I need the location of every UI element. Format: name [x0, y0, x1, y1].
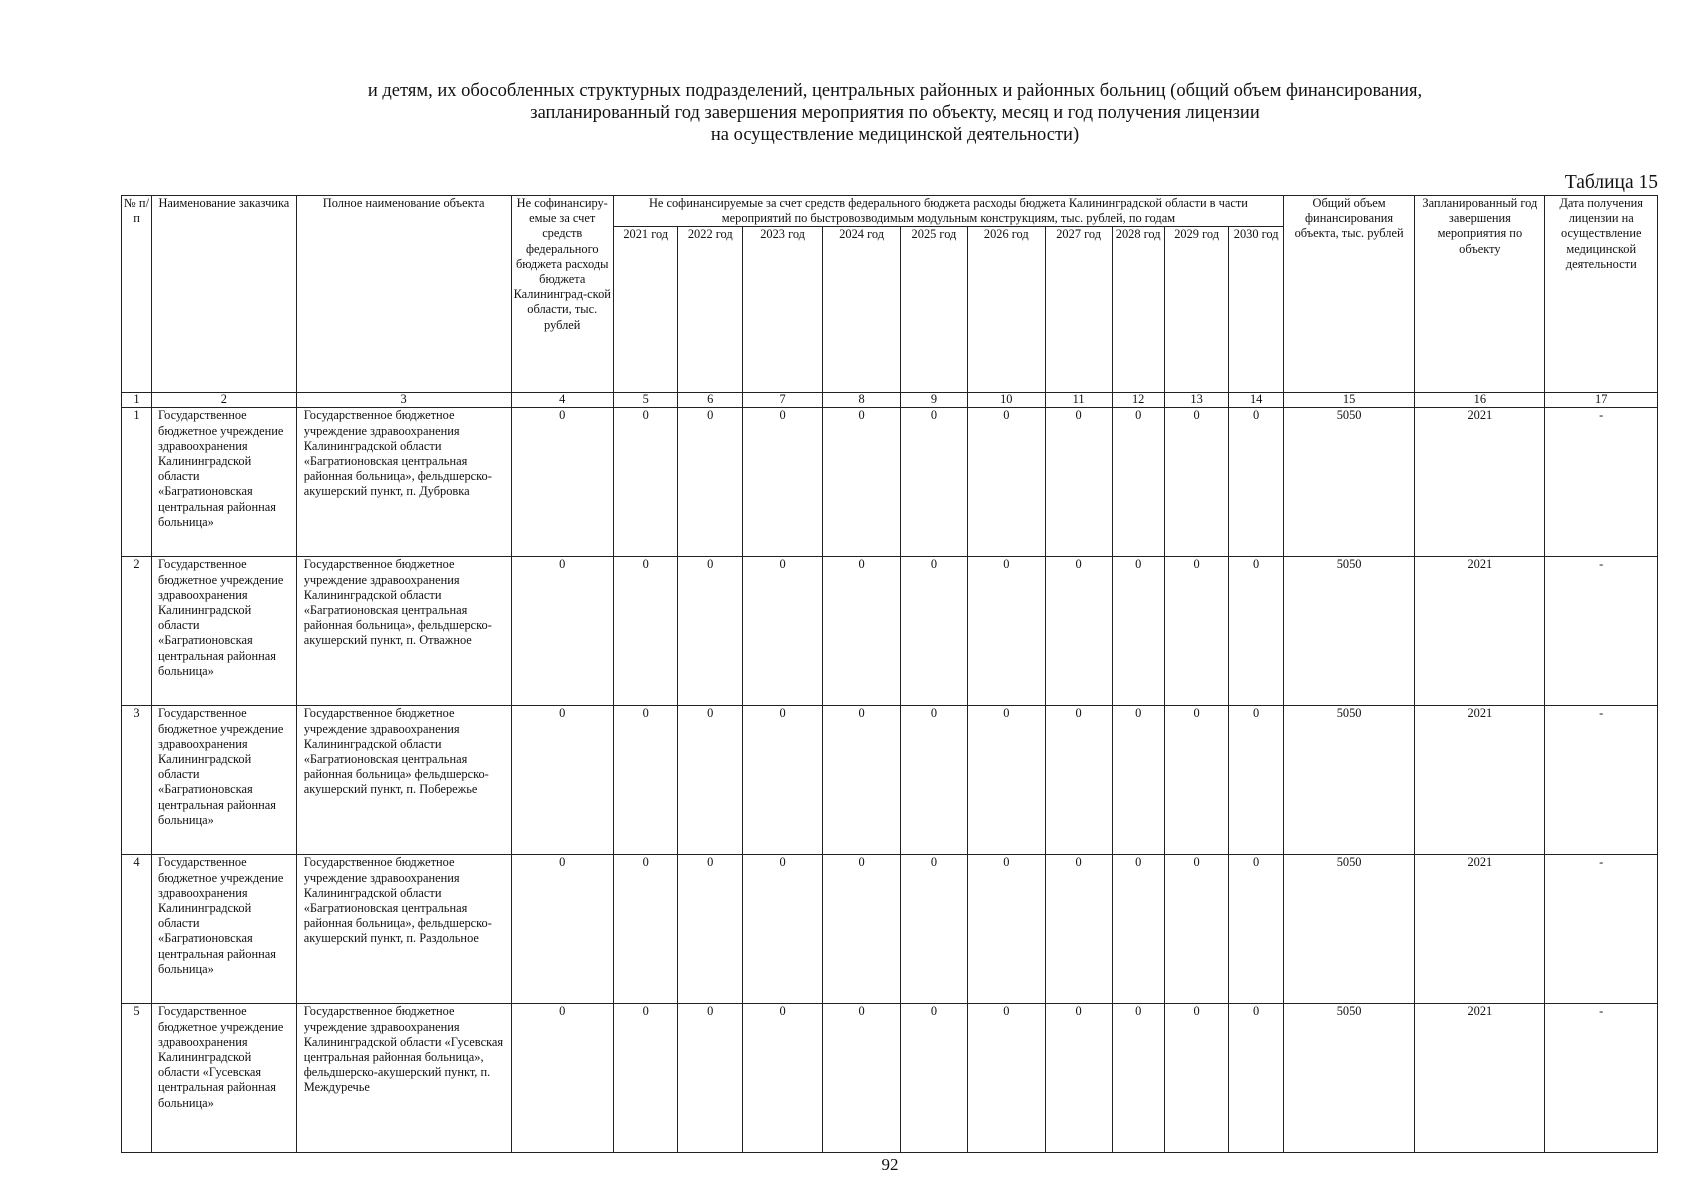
- budget-table: [121, 195, 1658, 1153]
- row-year-value: 0: [678, 706, 743, 855]
- row-planned-year: 2021: [1415, 408, 1545, 557]
- heading-line-1: и детям, их обособленных структурных подразделений, центральных районных и районных больниц (общий объем финансирования,: [367, 81, 1423, 101]
- row-year-value: 0: [743, 855, 823, 1004]
- row-year-value: 0: [1045, 1004, 1112, 1153]
- column-number: 9: [901, 393, 968, 408]
- row-license-date: -: [1545, 557, 1658, 706]
- row-year-value: 0: [743, 408, 823, 557]
- row-year-value: 0: [1229, 408, 1284, 557]
- row-year-value: 0: [678, 557, 743, 706]
- row-object: Государственное бюджетное учреждение здравоохранения Калининградской области «Гусевская центральная районная больница», фельдшерско-акушерский пункт, п. Междуречье: [296, 1004, 511, 1153]
- row-year-value: 0: [901, 557, 968, 706]
- row-license-date: -: [1545, 1004, 1658, 1153]
- row-year-value: 0: [678, 408, 743, 557]
- table-row: [122, 1004, 1658, 1153]
- row-year-value: 0: [1045, 855, 1112, 1004]
- column-number: 4: [511, 393, 613, 408]
- row-year-value: 0: [613, 855, 678, 1004]
- row-customer: Государственное бюджетное учреждение здравоохранения Калининградской области «Багратионовская центральная районная больница»: [152, 557, 297, 706]
- table-row: [122, 855, 1658, 1004]
- row-year-value: 0: [1045, 408, 1112, 557]
- header-total: Общий объем финансирования объекта, тыс. рублей: [1283, 196, 1414, 393]
- column-number: 5: [613, 393, 678, 408]
- row-year-value: 0: [823, 706, 901, 855]
- document-heading: [140, 80, 1650, 146]
- column-number: 8: [823, 393, 901, 408]
- header-year: 2030 год: [1229, 227, 1284, 393]
- column-number: 12: [1112, 393, 1164, 408]
- row-year-value: 0: [1229, 706, 1284, 855]
- header-license-date: Дата получения лицензии на осуществление медицинской деятельности: [1545, 196, 1658, 393]
- row-object: Государственное бюджетное учреждение здравоохранения Калининградской области «Багратионовская центральная районная больница», фельдшерско-акушерский пункт, п. Раздольное: [296, 855, 511, 1004]
- row-num: 1: [122, 408, 152, 557]
- row-year-value: 0: [613, 557, 678, 706]
- table-row: [122, 408, 1658, 557]
- header-year: 2029 год: [1164, 227, 1229, 393]
- row-year-value: 0: [1164, 706, 1229, 855]
- column-number: 2: [152, 393, 297, 408]
- row-license-date: -: [1545, 706, 1658, 855]
- row-year-value: 0: [743, 706, 823, 855]
- header-year: 2022 год: [678, 227, 743, 393]
- header-year: 2027 год: [1045, 227, 1112, 393]
- row-year-value: 0: [1164, 855, 1229, 1004]
- row-year-value: 0: [1045, 706, 1112, 855]
- row-not-cofinanced: 0: [511, 855, 613, 1004]
- row-year-value: 0: [1164, 557, 1229, 706]
- header-year: 2023 год: [743, 227, 823, 393]
- header-year: 2028 год: [1112, 227, 1164, 393]
- row-year-value: 0: [1112, 557, 1164, 706]
- header-num: № п/п: [122, 196, 152, 393]
- row-year-value: 0: [901, 1004, 968, 1153]
- row-year-value: 0: [613, 1004, 678, 1153]
- row-year-value: 0: [823, 1004, 901, 1153]
- row-year-value: 0: [613, 706, 678, 855]
- row-year-value: 0: [823, 408, 901, 557]
- row-planned-year: 2021: [1415, 1004, 1545, 1153]
- row-year-value: 0: [1112, 706, 1164, 855]
- header-planned-year: Запланированный год завершения мероприятия по объекту: [1415, 196, 1545, 393]
- row-year-value: 0: [1164, 408, 1229, 557]
- row-planned-year: 2021: [1415, 557, 1545, 706]
- row-year-value: 0: [967, 408, 1045, 557]
- header-year: 2026 год: [967, 227, 1045, 393]
- column-number: 10: [967, 393, 1045, 408]
- table-caption: Таблица 15: [1564, 172, 1658, 193]
- row-planned-year: 2021: [1415, 706, 1545, 855]
- row-year-value: 0: [1229, 1004, 1284, 1153]
- row-year-value: 0: [967, 557, 1045, 706]
- header-object: Полное наименование объекта: [296, 196, 511, 393]
- row-customer: Государственное бюджетное учреждение здравоохранения Калининградской области «Багратионовская центральная районная больница»: [152, 706, 297, 855]
- row-year-value: 0: [678, 855, 743, 1004]
- row-year-value: 0: [967, 1004, 1045, 1153]
- row-num: 3: [122, 706, 152, 855]
- row-total: 5050: [1283, 706, 1414, 855]
- column-number-row: [122, 393, 1658, 408]
- row-year-value: 0: [901, 855, 968, 1004]
- header-year: 2021 год: [613, 227, 678, 393]
- row-not-cofinanced: 0: [511, 706, 613, 855]
- row-customer: Государственное бюджетное учреждение здравоохранения Калининградской области «Багратионовская центральная районная больница»: [152, 855, 297, 1004]
- row-num: 5: [122, 1004, 152, 1153]
- row-total: 5050: [1283, 557, 1414, 706]
- column-number: 6: [678, 393, 743, 408]
- column-number: 3: [296, 393, 511, 408]
- row-num: 4: [122, 855, 152, 1004]
- row-year-value: 0: [823, 855, 901, 1004]
- header-year: 2025 год: [901, 227, 968, 393]
- column-number: 17: [1545, 393, 1658, 408]
- header-years-group: Не софинансируемые за счет средств федерального бюджета расходы бюджета Калининградской области в части мероприятий по быстровозводимым модульным конструкциям, тыс. рублей, по годам: [613, 196, 1283, 227]
- row-year-value: 0: [743, 557, 823, 706]
- column-number: 15: [1283, 393, 1414, 408]
- row-year-value: 0: [1112, 1004, 1164, 1153]
- row-year-value: 0: [1164, 1004, 1229, 1153]
- column-number: 11: [1045, 393, 1112, 408]
- row-not-cofinanced: 0: [511, 408, 613, 557]
- row-total: 5050: [1283, 855, 1414, 1004]
- row-year-value: 0: [1112, 855, 1164, 1004]
- heading-line-2: запланированный год завершения мероприятия по объекту, месяц и год получения лицензии: [530, 103, 1260, 123]
- column-number: 16: [1415, 393, 1545, 408]
- page-number: 92: [881, 1155, 899, 1174]
- row-year-value: 0: [1112, 408, 1164, 557]
- row-not-cofinanced: 0: [511, 557, 613, 706]
- header-year: 2024 год: [823, 227, 901, 393]
- row-year-value: 0: [967, 855, 1045, 1004]
- row-planned-year: 2021: [1415, 855, 1545, 1004]
- column-number: 7: [743, 393, 823, 408]
- row-year-value: 0: [1229, 557, 1284, 706]
- row-year-value: 0: [1229, 855, 1284, 1004]
- column-number: 13: [1164, 393, 1229, 408]
- row-object: Государственное бюджетное учреждение здравоохранения Калининградской области «Багратионовская центральная районная больница», фельдшерско-акушерский пункт, п. Отважное: [296, 557, 511, 706]
- row-customer: Государственное бюджетное учреждение здравоохранения Калининградской области «Багратионовская центральная районная больница»: [152, 408, 297, 557]
- row-year-value: 0: [1045, 557, 1112, 706]
- row-year-value: 0: [613, 408, 678, 557]
- column-number: 1: [122, 393, 152, 408]
- row-year-value: 0: [901, 408, 968, 557]
- header-not-cofinanced: Не софинансиру-емые за счет средств федерального бюджета расходы бюджета Калининград-ской области, тыс. рублей: [511, 196, 613, 393]
- row-num: 2: [122, 557, 152, 706]
- row-year-value: 0: [823, 557, 901, 706]
- row-license-date: -: [1545, 855, 1658, 1004]
- row-total: 5050: [1283, 408, 1414, 557]
- column-number: 14: [1229, 393, 1284, 408]
- row-object: Государственное бюджетное учреждение здравоохранения Калининградской области «Багратионовская центральная районная больница», фельдшерско-акушерский пункт, п. Дубровка: [296, 408, 511, 557]
- table-row: [122, 706, 1658, 855]
- row-year-value: 0: [901, 706, 968, 855]
- row-object: Государственное бюджетное учреждение здравоохранения Калининградской области «Багратионовская центральная районная больница» фельдшерско-акушерский пункт, п. Побережье: [296, 706, 511, 855]
- row-total: 5050: [1283, 1004, 1414, 1153]
- row-customer: Государственное бюджетное учреждение здравоохранения Калининградской области «Гусевская центральная районная больница»: [152, 1004, 297, 1153]
- row-year-value: 0: [678, 1004, 743, 1153]
- row-year-value: 0: [743, 1004, 823, 1153]
- table-row: [122, 557, 1658, 706]
- row-not-cofinanced: 0: [511, 1004, 613, 1153]
- row-year-value: 0: [967, 706, 1045, 855]
- row-license-date: -: [1545, 408, 1658, 557]
- header-customer: Наименование заказчика: [152, 196, 297, 393]
- heading-line-3: на осуществление медицинской деятельности): [710, 125, 1080, 145]
